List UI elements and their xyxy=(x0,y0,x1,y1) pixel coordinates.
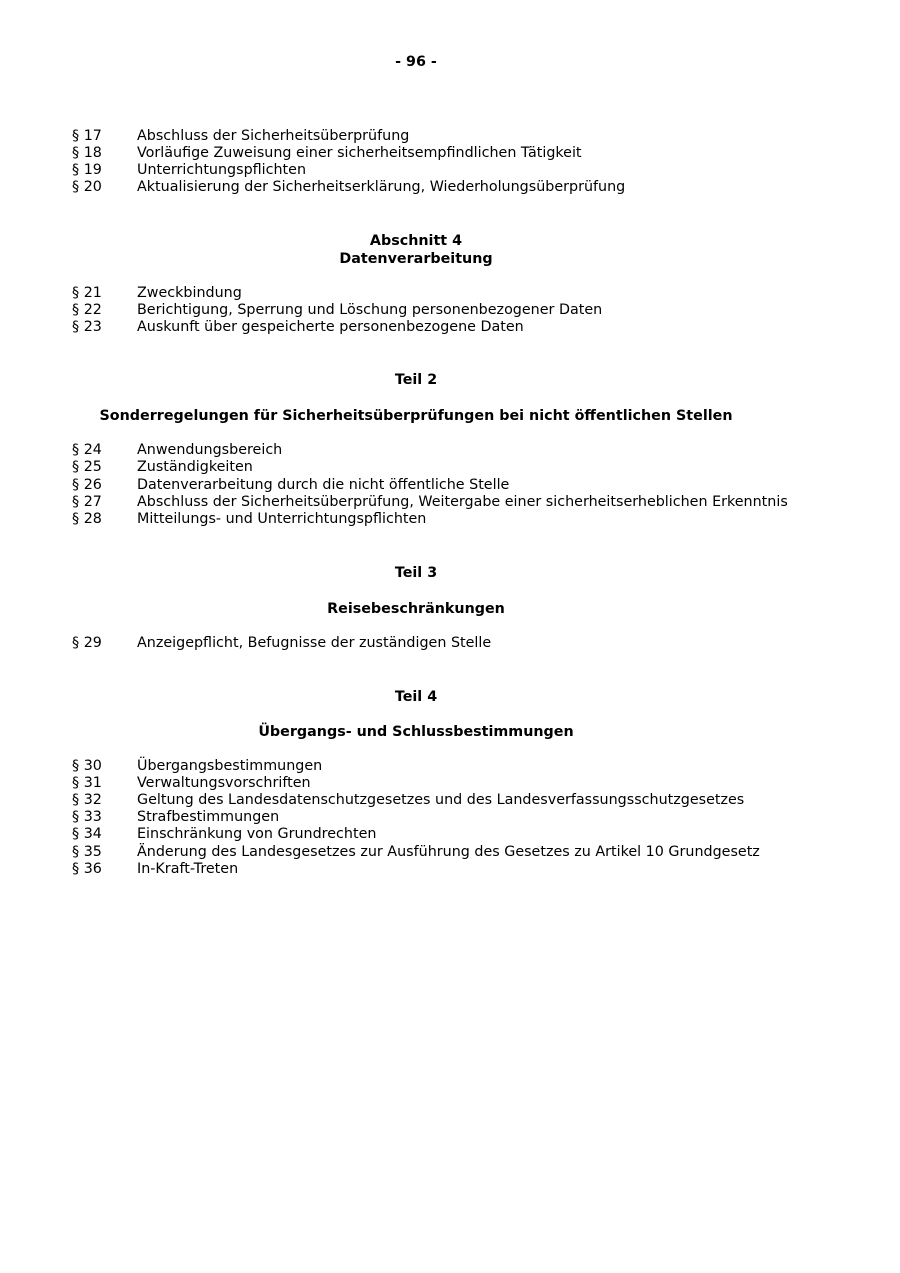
paragraph-number: § 33 xyxy=(72,809,102,825)
toc-entry xyxy=(72,179,625,196)
paragraph-number: § 32 xyxy=(72,792,102,808)
part-label: Teil 2 xyxy=(394,372,438,388)
paragraph-number: § 35 xyxy=(72,844,102,860)
paragraph-number: § 21 xyxy=(72,285,102,301)
paragraph-title: In-Kraft-Treten xyxy=(137,861,239,877)
paragraph-number: § 29 xyxy=(72,635,102,651)
paragraph-title: Anwendungsbereich xyxy=(137,442,283,458)
paragraph-number: § 24 xyxy=(72,442,102,458)
toc-entry xyxy=(72,809,279,826)
toc-entry xyxy=(72,635,491,652)
paragraph-title: Änderung des Landesgesetzes zur Ausführung des Gesetzes zu Artikel 10 Grundgesetz xyxy=(137,844,760,860)
toc-entry xyxy=(72,319,524,336)
toc-entry xyxy=(72,162,306,179)
paragraph-number: § 31 xyxy=(72,775,102,791)
paragraph-number: § 23 xyxy=(72,319,102,335)
paragraph-title: Datenverarbeitung durch die nicht öffentliche Stelle xyxy=(137,477,510,493)
toc-entry xyxy=(72,511,426,528)
toc-entry xyxy=(72,145,582,162)
paragraph-title: Strafbestimmungen xyxy=(137,809,280,825)
toc-entry xyxy=(72,758,322,775)
paragraph-title: Zuständigkeiten xyxy=(137,459,253,475)
paragraph-title: Abschluss der Sicherheitsüberprüfung xyxy=(137,128,410,144)
page-number: - 96 - xyxy=(395,54,437,70)
paragraph-number: § 34 xyxy=(72,826,102,842)
paragraph-number: § 36 xyxy=(72,861,102,877)
paragraph-title: Einschränkung von Grundrechten xyxy=(137,826,377,842)
paragraph-title: Geltung des Landesdatenschutzgesetzes und des Landesverfassungsschutzgesetzes xyxy=(137,792,745,808)
paragraph-title: Auskunft über gespeicherte personenbezogene Daten xyxy=(137,319,524,335)
paragraph-number: § 19 xyxy=(72,162,102,178)
paragraph-number: § 30 xyxy=(72,758,102,774)
toc-entry xyxy=(72,302,602,319)
paragraph-title: Vorläufige Zuweisung einer sicherheitsempfindlichen Tätigkeit xyxy=(137,145,582,161)
paragraph-title: Übergangsbestimmungen xyxy=(137,758,323,774)
toc-entry xyxy=(72,844,760,861)
toc-entry xyxy=(72,826,376,843)
paragraph-title: Unterrichtungspflichten xyxy=(137,162,307,178)
section-label: Abschnitt 4 xyxy=(369,233,463,249)
part-label: Teil 3 xyxy=(394,565,438,581)
toc-entry xyxy=(72,775,311,792)
part-label: Teil 4 xyxy=(394,689,438,705)
paragraph-number: § 27 xyxy=(72,494,102,510)
toc-entry xyxy=(72,792,744,809)
paragraph-title: Zweckbindung xyxy=(137,285,242,301)
toc-entry xyxy=(72,861,238,878)
paragraph-number: § 28 xyxy=(72,511,102,527)
paragraph-number: § 17 xyxy=(72,128,102,144)
paragraph-number: § 26 xyxy=(72,477,102,493)
toc-entry xyxy=(72,128,409,145)
paragraph-title: Abschluss der Sicherheitsüberprüfung, Weitergabe einer sicherheitserheblichen Erkenntnis xyxy=(137,494,788,510)
paragraph-title: Aktualisierung der Sicherheitserklärung, Wiederholungsüberprüfung xyxy=(137,179,626,195)
paragraph-number: § 22 xyxy=(72,302,102,318)
part-title: Reisebeschränkungen xyxy=(327,601,505,617)
paragraph-title: Mitteilungs- und Unterrichtungspflichten xyxy=(137,511,427,527)
part-title: Übergangs- und Schlussbestimmungen xyxy=(258,724,574,740)
paragraph-title: Berichtigung, Sperrung und Löschung personenbezogener Daten xyxy=(137,302,603,318)
section-title: Datenverarbeitung xyxy=(339,251,493,267)
part-title: Sonderregelungen für Sicherheitsüberprüfungen bei nicht öffentlichen Stellen xyxy=(99,408,733,424)
toc-entry xyxy=(72,459,253,476)
toc-entry xyxy=(72,477,509,494)
paragraph-number: § 25 xyxy=(72,459,102,475)
paragraph-title: Anzeigepflicht, Befugnisse der zuständigen Stelle xyxy=(137,635,492,651)
paragraph-number: § 18 xyxy=(72,145,102,161)
toc-entry xyxy=(72,442,282,459)
toc-entry xyxy=(72,494,788,511)
paragraph-number: § 20 xyxy=(72,179,102,195)
paragraph-title: Verwaltungsvorschriften xyxy=(137,775,311,791)
toc-entry xyxy=(72,285,242,302)
